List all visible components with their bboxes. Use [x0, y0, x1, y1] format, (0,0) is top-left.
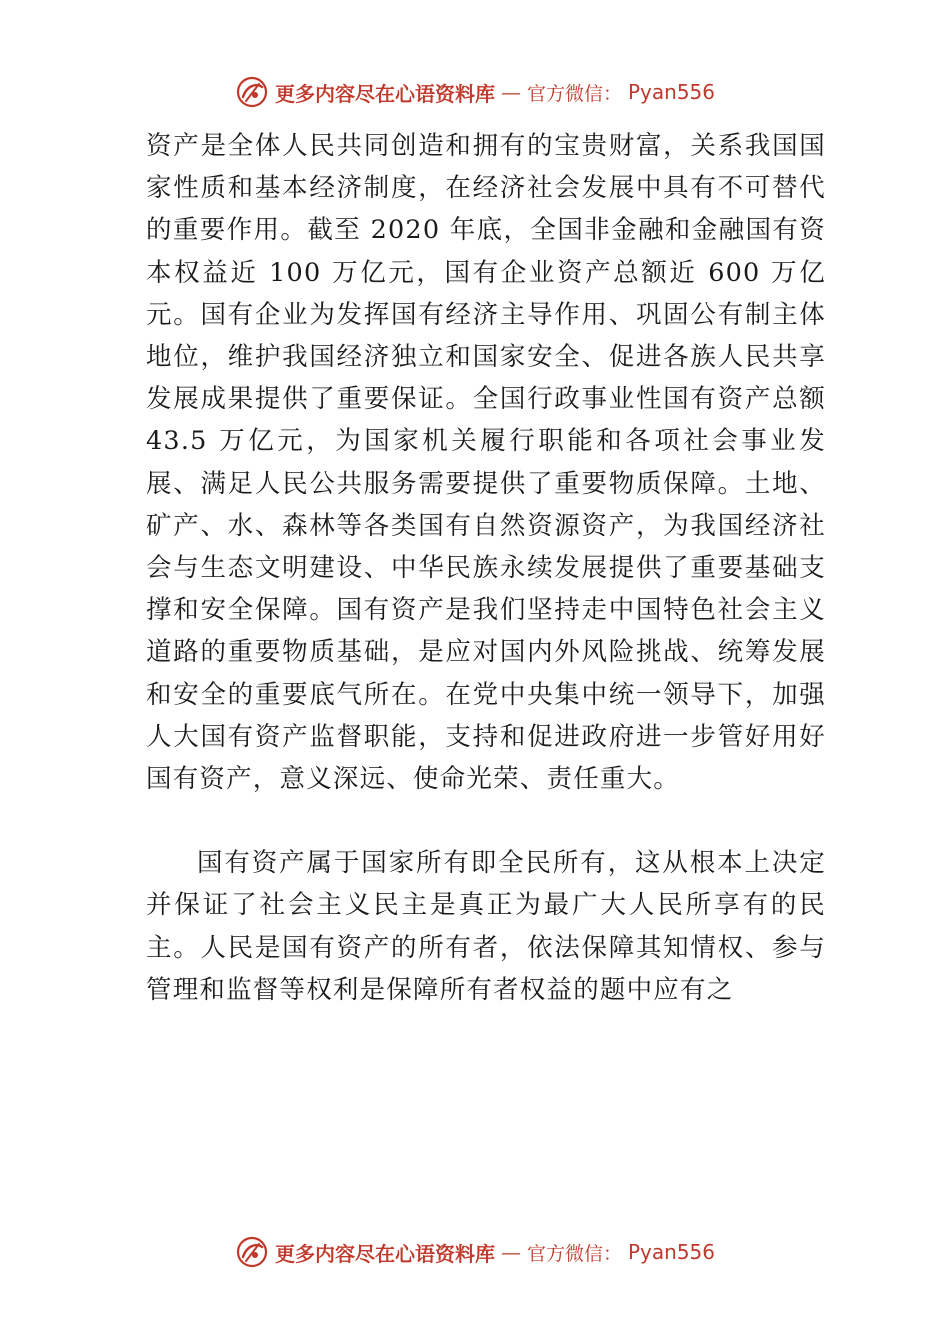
watermark-label: 官方微信：: [526, 1242, 622, 1265]
brand-logo-icon: [235, 1235, 269, 1269]
watermark-separator: —: [500, 1240, 521, 1264]
paragraph-1: 资产是全体人民共同创造和拥有的宝贵财富，关系我国国家性质和基本经济制度，在经济社会发展中具有不可替代的重要作用。截至 2020 年底，全国非金融和金融国有资本权益近 100 万亿元，国有企业资产总额近 600 万亿元。国有企业为发挥国有经济主导作用、巩固公有制主体地位，维护我国经济独立和国家安全、促进各族人民共享发展成果提供了重要保证。全国行政事业性国有资产总额 43.5 万亿元，为国家机关履行职能和各项社会事业发展、满足人民公共服务需要提供了重要物质保障。土地、矿产、水、森林等各类国有自然资源资产，为我国经济社会与生态文明建设、中华民族永续发展提供了重要基础支撑和安全保障。国有资产是我们坚持走中国特色社会主义道路的重要物质基础，是应对国内外风险挑战、统筹发展和安全的重要底气所在。在党中央集中统一领导下，加强人大国有资产监督职能，支持和促进政府进一步管好用好国有资产，意义深远、使命光荣、责任重大。: [146, 131, 826, 795]
watermark-wechat-id: Pyan556: [628, 1240, 716, 1264]
watermark-label: 官方微信：: [526, 82, 622, 105]
watermark-separator: —: [500, 80, 521, 104]
document-body: [146, 125, 826, 1011]
watermark-text: 更多内容尽在心语资料库: [274, 1241, 495, 1266]
header-watermark: [0, 72, 950, 112]
brand-logo-icon: [235, 75, 269, 109]
paragraph-2: 国有资产属于国家所有即全民所有，这从根本上决定并保证了社会主义民主是真正为最广大人民所享有的民主。人民是国有资产的所有者，依法保障其知情权、参与管理和监督等权利是保障所有者权益的题中应有之: [146, 848, 826, 1005]
watermark-text: 更多内容尽在心语资料库: [274, 81, 495, 106]
footer-watermark: [0, 1232, 950, 1272]
watermark-wechat-id: Pyan556: [628, 80, 716, 104]
